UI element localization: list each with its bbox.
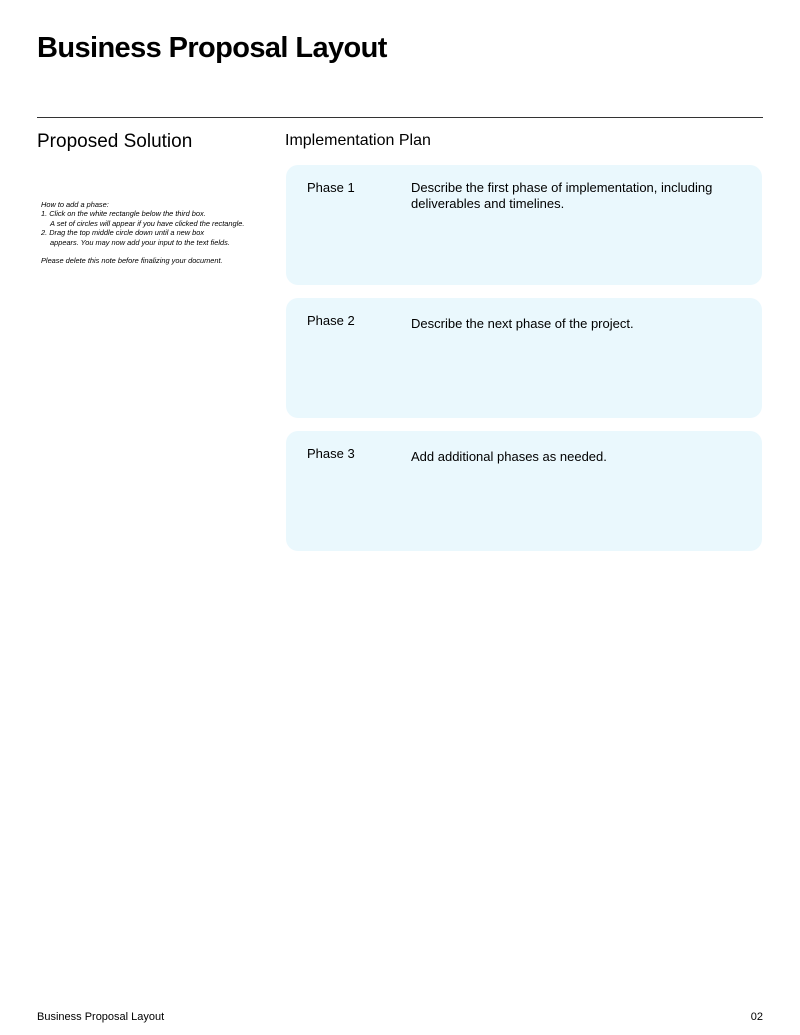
phase-label[interactable]: Phase 1: [307, 180, 355, 195]
title-divider: [37, 117, 763, 118]
note-step-2: 2. Drag the top middle circle down until a new box: [41, 228, 205, 238]
phase-label[interactable]: Phase 3: [307, 446, 355, 461]
phase-description[interactable]: Add additional phases as needed.: [411, 449, 607, 464]
note-spacer: [41, 247, 276, 256]
phase-description[interactable]: Describe the first phase of implementation, including deliverables and timelines.: [411, 180, 713, 211]
note-step-2-continued: appears. You may now add your input to the text fields.: [50, 237, 230, 247]
section-heading-proposed-solution[interactable]: Proposed Solution: [37, 131, 193, 152]
instruction-note[interactable]: [41, 200, 276, 266]
phase-box-3[interactable]: [286, 431, 762, 551]
phase-description[interactable]: Describe the next phase of the project.: [411, 316, 634, 331]
phase-label[interactable]: Phase 2: [307, 313, 355, 328]
phase-box-1[interactable]: [286, 165, 762, 285]
document-title[interactable]: Business Proposal Layout: [37, 32, 387, 64]
footer-document-name: Business Proposal Layout: [37, 1011, 165, 1023]
note-delete-reminder: Please delete this note before finalizing your document.: [41, 256, 223, 266]
section-heading-implementation-plan[interactable]: Implementation Plan: [285, 132, 431, 149]
footer-page-number: 02: [750, 1011, 763, 1023]
note-step-1: 1. Click on the white rectangle below the third box.: [41, 209, 206, 219]
phase-box-2[interactable]: [286, 298, 762, 418]
note-intro: How to add a phase:: [41, 200, 109, 209]
note-step-1-continued: A set of circles will appear if you have clicked the rectangle.: [50, 218, 245, 228]
